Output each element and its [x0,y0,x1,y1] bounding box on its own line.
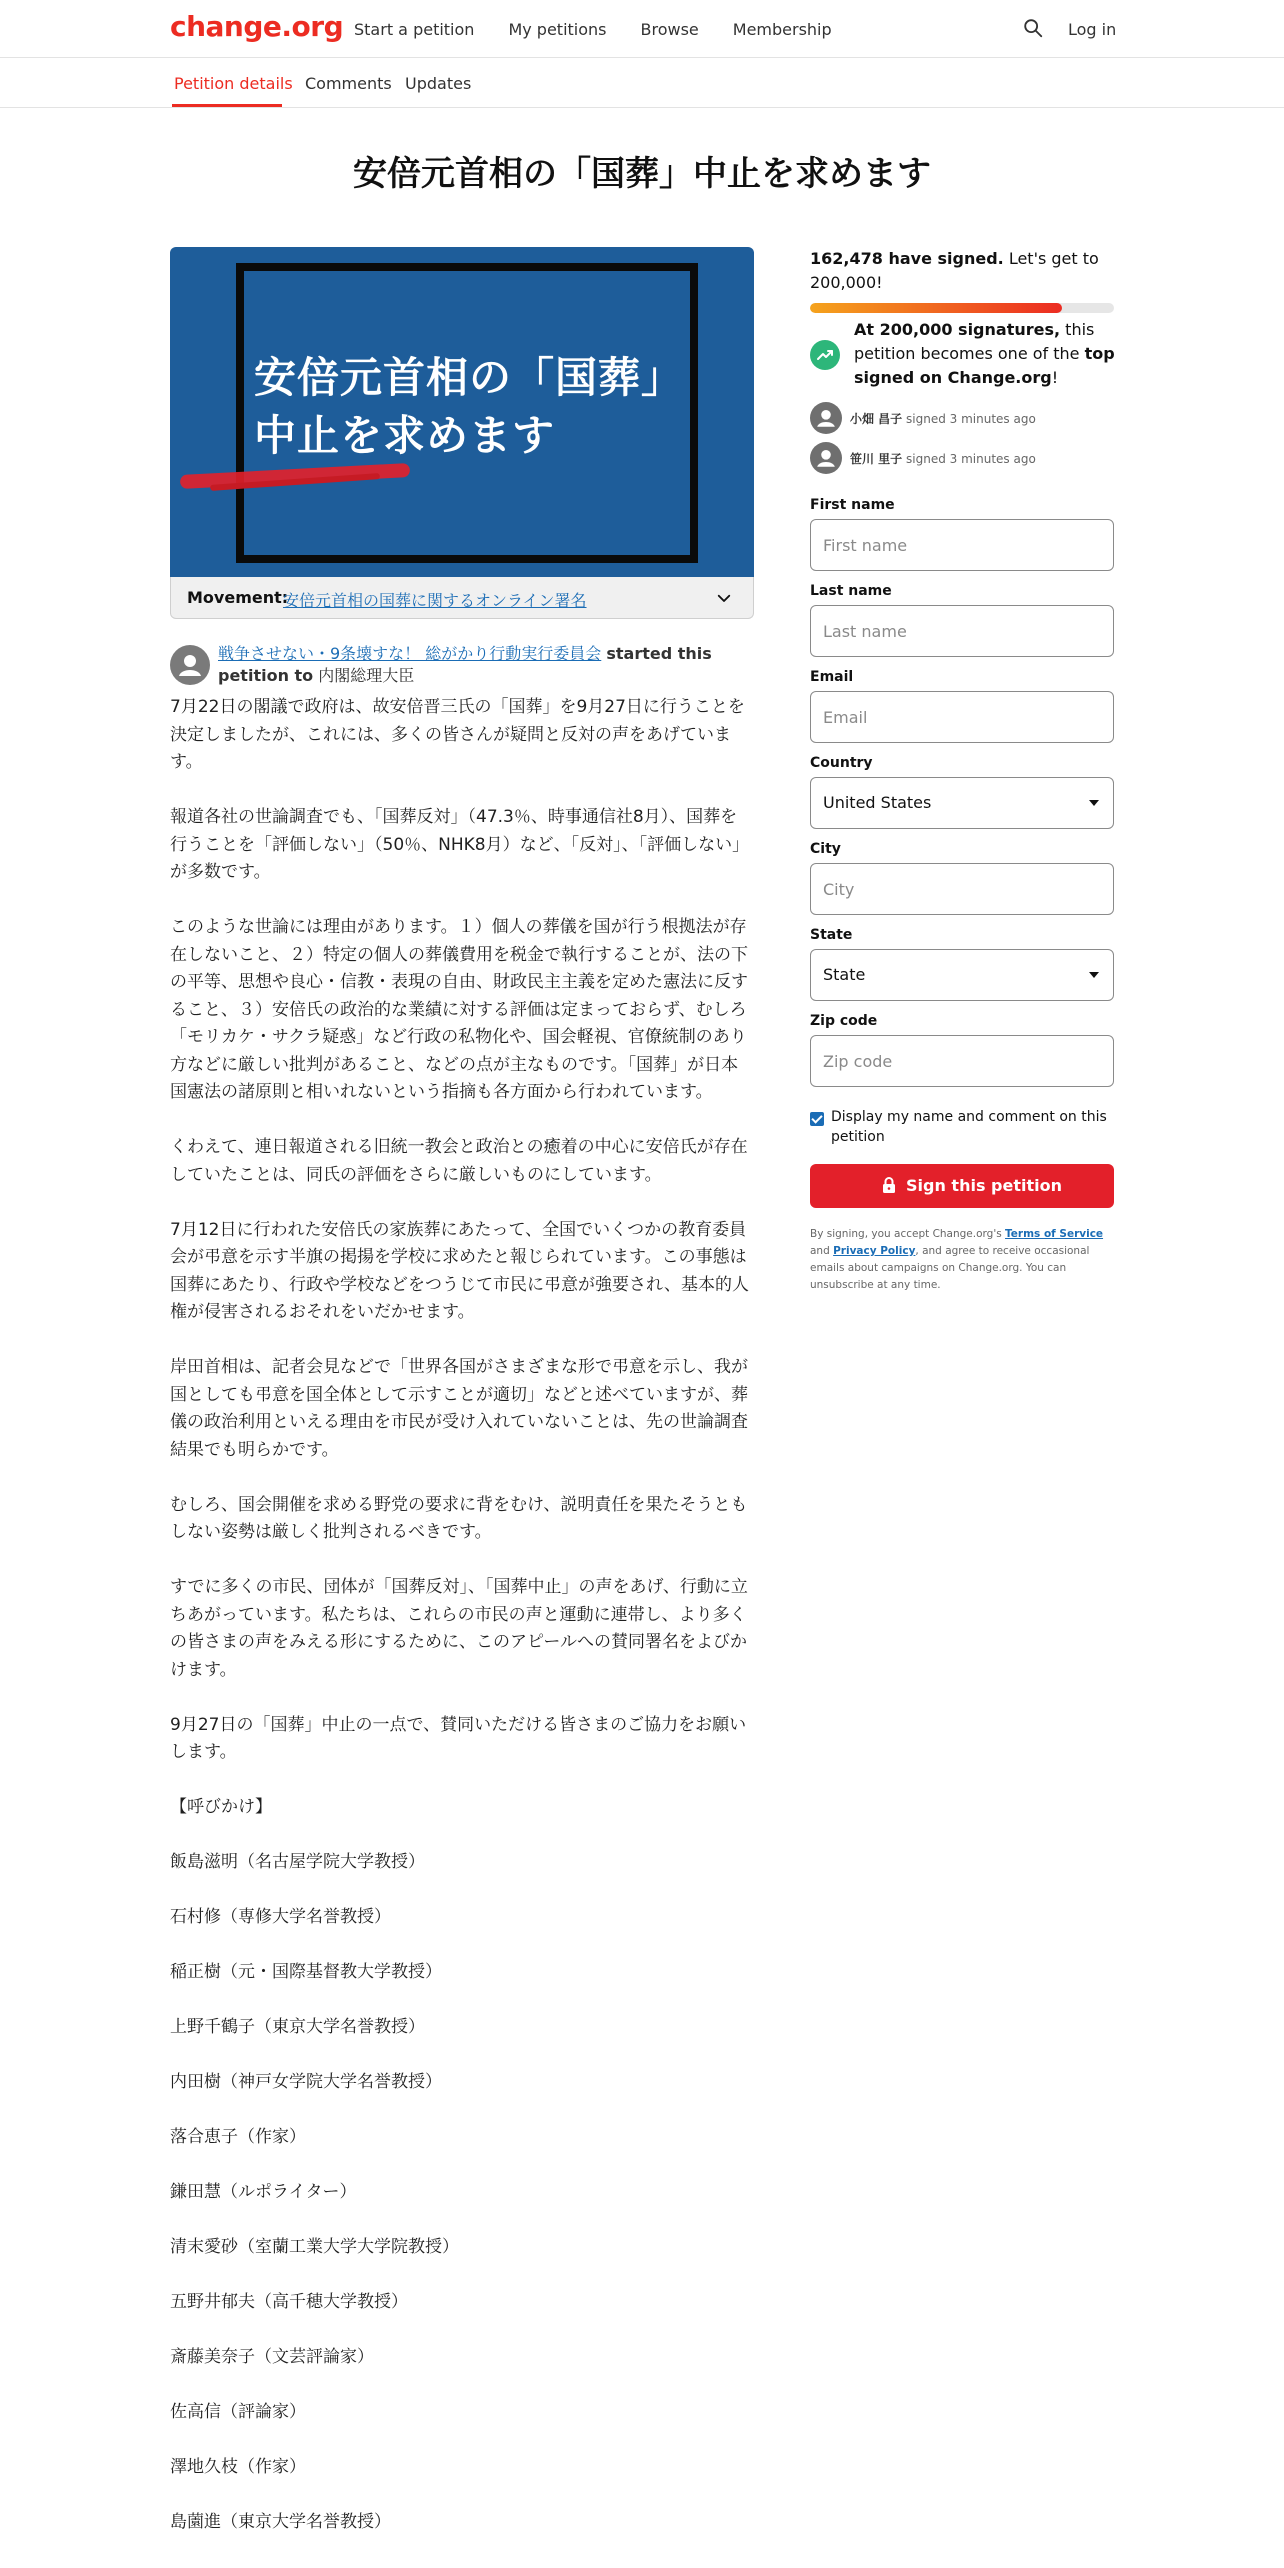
petition-paragraph: 報道各社の世論調査でも、「国葬反対」（47.3％、時事通信社8月）、国葬を行うことを「評価しない」（50％、NHK8月）など、「反対」、「評価しない」が多数です。 [170,807,750,882]
movement-bar[interactable] [170,577,754,619]
signer-avatar [810,442,842,474]
recent-signer-text [850,450,1036,467]
city-field[interactable] [810,863,1114,915]
zip-code-field[interactable] [810,1035,1114,1087]
nav-start-petition[interactable]: Start a petition [354,20,475,39]
hero-text-line1: 安倍元首相の「国葬」 [254,353,685,402]
petition-paragraph: 【呼びかけ】 [170,1797,272,1817]
state-select[interactable] [810,949,1114,1001]
legal-post: , and agree to receive occasional emails about campaigns on Change.org. You can unsubscribe at any time. [810,1245,1090,1291]
display-name-checkbox-label[interactable]: Display my name and comment on this petition [831,1109,1107,1145]
signer-name: 笹川 里子 [850,452,903,466]
milestone-text [854,318,1116,390]
petition-paragraph: 斎藤美奈子（文芸評論家） [170,2347,374,2367]
signature-count [810,247,1114,295]
legal-pre: By signing, you accept Change.org's [810,1228,1002,1240]
milestone-bold-2: top signed on Change.org [854,344,1115,387]
recent-signer-text [850,410,1036,427]
petition-paragraph: 内田樹（神戸女学院大学名誉教授） [170,2072,442,2092]
main-nav [354,20,866,39]
petition-tabs [0,58,1284,108]
city-label: City [810,841,841,857]
petition-paragraph: 稲正樹（元・国際基督教大学教授） [170,1962,442,1982]
petition-title: 安倍元首相の「国葬」中止を求めます [353,154,931,194]
petition-paragraph: すでに多くの市民、団体が「国葬反対」、「国葬中止」の声をあげ、行動に立ちあがっています。私たちは、これらの市民の声と運動に連帯し、より多くの皆さまの声をみえる形にするために、このアピールへの賛同署名をよびかけます。 [170,1577,748,1680]
display-name-checkbox[interactable] [810,1112,824,1126]
petition-paragraph: 9月27日の「国葬」中止の一点で、賛同いただける皆さまのご協力をお願いします。 [170,1714,747,1762]
country-value: United States [823,793,932,812]
petition-paragraph: くわえて、連日報道される旧統一教会と政治との癒着の中心に安倍氏が存在していたことは、同氏の評価をさらに厳しいものにしています。 [170,1137,748,1185]
user-icon [810,442,842,474]
caret-down-icon [1089,800,1099,806]
milestone-end: ! [1051,368,1059,387]
petition-paragraph: 飯島滋明（名古屋学院大学教授） [170,1852,425,1872]
first-name-label: First name [810,497,895,513]
terms-of-service-link[interactable]: Terms of Service [1005,1228,1104,1240]
petition-paragraph: むしろ、国会開催を求める野党の要求に背をむけ、説明責任を果たそうともしない姿勢は厳しく批判されるべきです。 [170,1494,748,1542]
movement-link[interactable]: 安倍元首相の国葬に関するオンライン署名 [283,591,587,610]
petition-paragraph: 澤地久枝（作家） [170,2457,306,2477]
petition-paragraph: 7月22日の閣議で政府は、故安倍晋三氏の「国葬」を9月27日に行うことを決定しましたが、これには、多くの皆さんが疑問と反対の声をあげています。 [170,697,745,772]
petition-paragraph: 島薗進（東京大学名誉教授） [170,2512,391,2532]
top-navigation-bar [0,0,1284,58]
active-tab-indicator [172,104,282,107]
starter-avatar [170,645,210,685]
starter-action: started this petition to [218,644,712,685]
state-label: State [810,927,853,943]
login-link[interactable]: Log in [1068,20,1117,39]
legal-and: and [810,1245,830,1257]
petition-paragraph: このような世論には理由があります。１）個人の葬儀を国が行う根拠法が存在しないこと、２）特定の個人の葬儀費用を税金で執行することが、法の下の平等、思想や良心・信教・表現の自由、財政民主主義を定めた憲法に反すること、３）安倍氏の政治的な業績に対する評価は定まっておらず、むしろ「モリカケ・サクラ疑惑」など行政の私物化や、国会軽視、官僚統制のあり方などに厳しい批判があること、などの点が主なものです。「国葬」が日本国憲法の諸原則と相いれないという指摘も各方面から行われています。 [170,917,748,1102]
starter-org-link[interactable]: 戦争させない・9条壊すな！ 総がかり行動実行委員会 [218,644,602,663]
nav-my-petitions[interactable]: My petitions [508,20,607,39]
zip-label: Zip code [810,1013,878,1029]
hero-text-line2: 中止を求めます [254,411,556,460]
recent-signer [810,442,1114,474]
nav-membership[interactable]: Membership [732,20,832,39]
nav-browse[interactable]: Browse [640,20,699,39]
lock-icon [882,1177,896,1193]
user-icon [170,645,210,685]
change-org-logo[interactable]: change.org [170,10,344,43]
country-label: Country [810,755,873,771]
first-name-field[interactable] [810,519,1114,571]
signer-time: signed 3 minutes ago [906,412,1036,426]
country-select[interactable] [810,777,1114,829]
petition-body [170,694,754,2564]
petition-paragraph: 上野千鶴子（東京大学名誉教授） [170,2017,425,2037]
hero-text [254,349,684,465]
signer-name: 小畑 昌子 [850,412,903,426]
sign-petition-button[interactable] [810,1164,1114,1208]
petition-paragraph: 岸田首相は、記者会見などで「世界各国がさまざまな形で弔意を示し、我が国としても弔意を国全体として示すことが適切」などと述べていますが、葬儀の政治利用といえる理由を市民が受け入れていないことは、先の世論調査結果でも明らかです。 [170,1357,748,1460]
milestone-body: this petition becomes one of the [854,320,1095,363]
recent-signer [810,402,1114,434]
tab-comments[interactable]: Comments [305,74,392,93]
signer-time: signed 3 minutes ago [906,452,1036,466]
chevron-down-icon[interactable] [715,589,733,607]
privacy-policy-link[interactable]: Privacy Policy [833,1245,916,1257]
signature-progress-bar [810,303,1114,313]
petition-paragraph: 清末愛砂（室蘭工業大学大学院教授） [170,2237,459,2257]
milestone-badge [810,340,840,370]
last-name-label: Last name [810,583,892,599]
petition-starter [218,643,738,687]
email-field[interactable] [810,691,1114,743]
email-label: Email [810,669,854,685]
tab-updates[interactable]: Updates [405,74,472,93]
milestone-bold: At 200,000 signatures, [854,320,1061,339]
trending-up-icon [810,340,840,370]
last-name-field[interactable] [810,605,1114,657]
signer-avatar [810,402,842,434]
legal-notice [810,1226,1114,1294]
user-icon [810,402,842,434]
movement-label: Movement: [187,588,289,607]
petition-paragraph: 石村修（専修大学名誉教授） [170,1907,391,1927]
progress-fill [810,303,1062,313]
search-icon[interactable] [1022,17,1044,39]
state-value: State [823,965,866,984]
tab-petition-details[interactable]: Petition details [174,74,293,93]
petition-paragraph: 鎌田慧（ルポライター） [170,2182,357,2202]
signed-goal: Let's get to 200,000! [810,249,1099,292]
signed-count: 162,478 have signed. [810,249,1004,268]
caret-down-icon [1089,972,1099,978]
petition-hero-image [170,247,754,577]
petition-paragraph: 落合恵子（作家） [170,2127,306,2147]
petition-paragraph: 五野井郁夫（高千穂大学教授） [170,2292,408,2312]
sign-button-label: Sign this petition [906,1176,1062,1195]
petition-paragraph: 7月12日に行われた安倍氏の家族葬にあたって、全国でいくつかの教育委員会が弔意を示す半旗の掲揚を学校に求めたと報じられています。この事態は国葬にあたり、行政や学校などをつうじて市民に弔意が強要され、基本的人権が侵害されるおそれをいだかせます。 [170,1219,750,1322]
petition-paragraph: 佐高信（評論家） [170,2402,306,2422]
starter-target: 内閣総理大臣 [318,666,415,685]
